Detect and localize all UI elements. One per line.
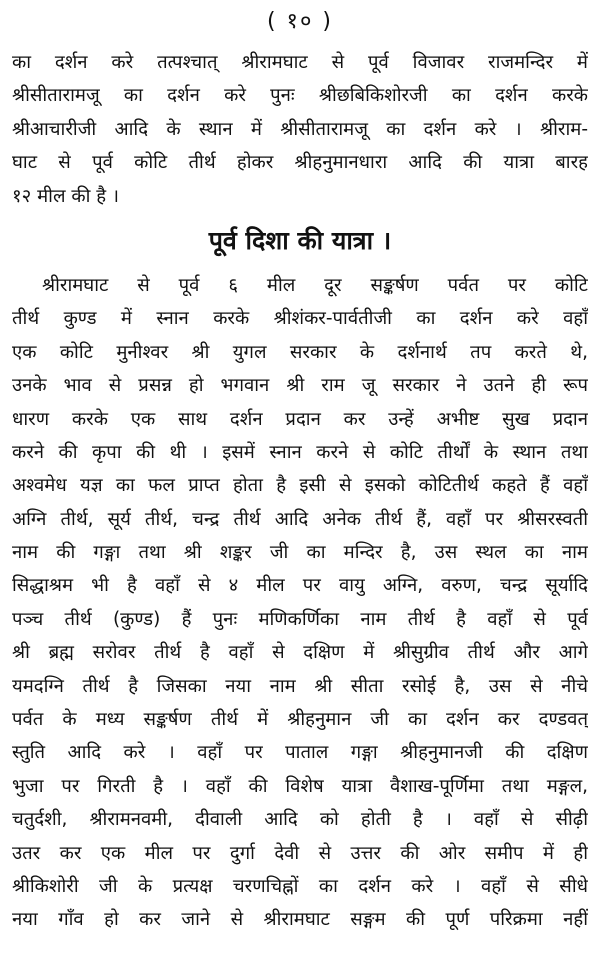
text-line: पञ्च तीर्थ (कुण्ड) हैं पुनः मणिकर्णिका नाम तीर्थ है वहाँ से पूर्व (12, 608, 588, 630)
text-line: का दर्शन करे तत्पश्चात् श्रीरामघाट से पूर्व विजावर राजमन्दिर में (12, 52, 588, 73)
text-line: यमदग्नि तीर्थ है जिसका नया नाम श्री सीता रसोई है, उस से नीचे (12, 675, 588, 697)
text-line: करने की कृपा की थी । इसमें स्नान करने से कोटि तीर्थों के स्थान तथा (12, 441, 588, 463)
text-line: श्रीकिशोरी जी के प्रत्यक्ष चरणचिह्नों का दर्शन करे । वहाँ से सीधे (12, 875, 588, 897)
text-line: अश्वमेध यज्ञ का फल प्राप्त होता है इसी से इसको कोटितीर्थ कहते हैं वहाँ (12, 475, 588, 497)
paragraph-east-journey (12, 269, 588, 937)
text-line: स्तुति आदि करे । वहाँ पर पाताल गङ्गा श्रीहनुमानजी की दक्षिण (12, 742, 588, 764)
text-line: नया गाँव हो कर जाने से श्रीरामघाट सङ्गम की पूर्ण परिक्रमा नहीं (12, 909, 588, 931)
text-line: श्रीरामघाट से पूर्व ६ मील दूर सङ्कर्षण पर्वत पर कोटि (42, 274, 588, 296)
text-line: उतर कर एक मील पर दुर्गा देवी से उत्तर की ओर समीप में ही (12, 842, 588, 864)
text-line: तीर्थ कुण्ड में स्नान करके श्रीशंकर-पार्वतीजी का दर्शन करे वहाँ (12, 308, 588, 330)
text-line: एक कोटि मुनीश्वर श्री युगल सरकार के दर्शनार्थ तप करते थे, (12, 341, 588, 363)
paragraph-intro (12, 46, 588, 213)
text-line: १२ मील की है । (12, 185, 119, 207)
text-line: श्री ब्रह्म सरोवर तीर्थ है वहाँ से दक्षिण में श्रीसुग्रीव तीर्थ और आगे (12, 642, 588, 664)
text-line: सिद्धाश्रम भी है वहाँ से ४ मील पर वायु अग्नि, वरुण, चन्द्र सूर्यादि (12, 575, 588, 597)
text-line: श्रीआचारीजी आदि के स्थान में श्रीसीतारामजू का दर्शन करे । श्रीराम- (12, 118, 588, 140)
text-line: घाट से पूर्व कोटि तीर्थ होकर श्रीहनुमानधारा आदि की यात्रा बारह (12, 152, 588, 174)
text-line: पर्वत के मध्य सङ्कर्षण तीर्थ में श्रीहनुमान जी का दर्शन कर दण्डवत् (12, 709, 588, 731)
text-line: अग्नि तीर्थ, सूर्य तीर्थ, चन्द्र तीर्थ आदि अनेक तीर्थ हैं, वहाँ पर श्रीसरस्वती (12, 508, 588, 530)
text-line: भुजा पर गिरती है । वहाँ की विशेष यात्रा वैशाख-पूर्णिमा तथा मङ्गल, (12, 775, 588, 797)
text-line: उनके भाव से प्रसन्न हो भगवान श्री राम जू सरकार ने उतने ही रूप (12, 375, 588, 397)
section-heading: पूर्व दिशा की यात्रा । (208, 225, 392, 255)
text-line: नाम की गङ्गा तथा श्री शङ्कर जी का मन्दिर है, उस स्थल का नाम (12, 542, 588, 564)
text-line: श्रीसीतारामजू का दर्शन करे पुनः श्रीछबिकिशोरजी का दर्शन करके (12, 85, 588, 107)
page-number: ( १० ) (266, 9, 334, 34)
text-line: धारण करके एक साथ दर्शन प्रदान कर उन्हें अभीष्ट सुख प्रदान (12, 408, 588, 430)
text-line: चतुर्दशी, श्रीरामनवमी, दीवाली आदि को होती है । वहाँ से सीढ़ी (12, 809, 588, 831)
